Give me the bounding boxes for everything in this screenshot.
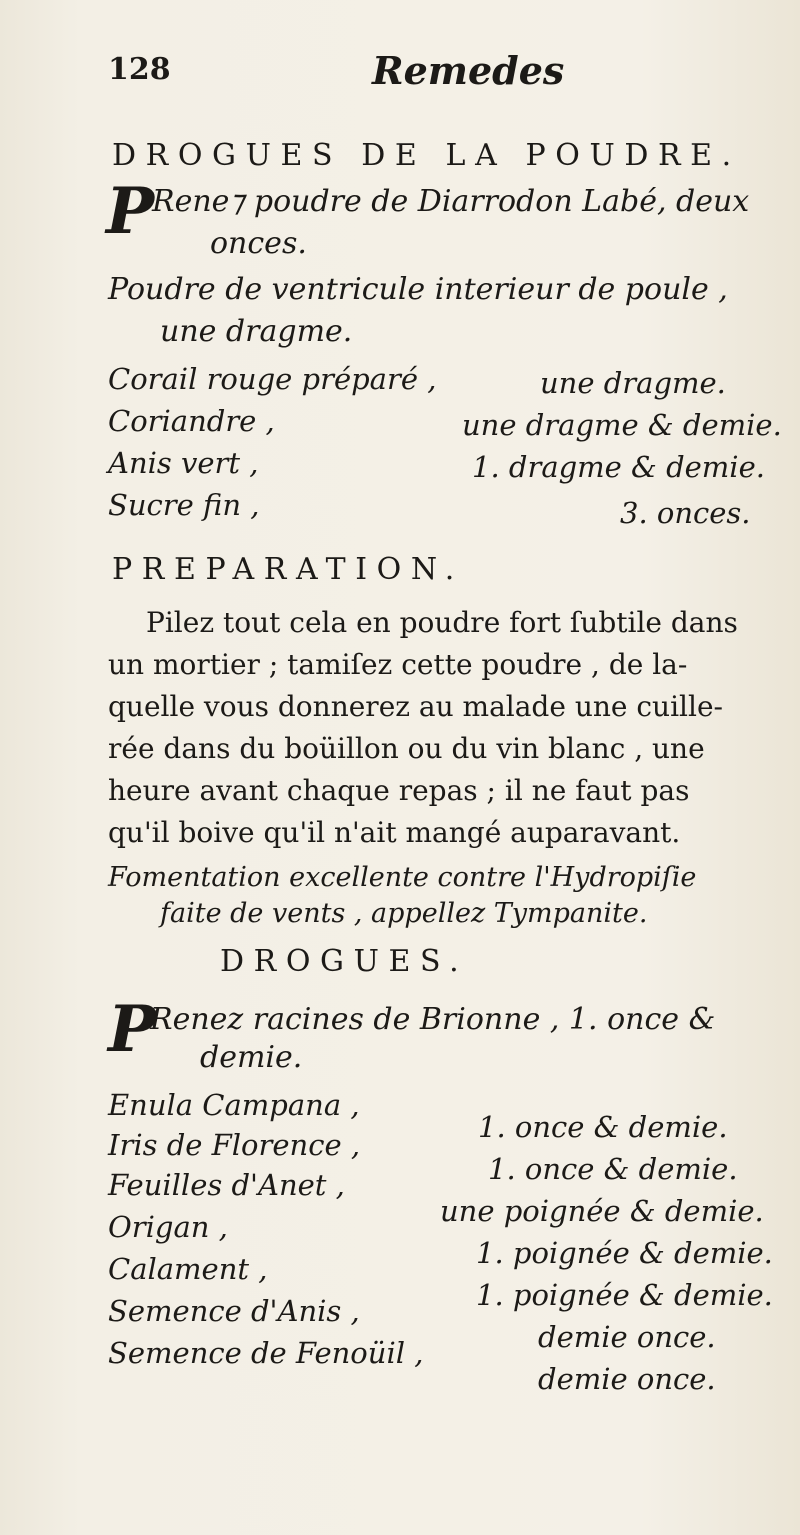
- page-number: 128: [108, 52, 171, 87]
- text-line: Pilez tout cela en poudre fort ſubtile dans: [146, 606, 738, 639]
- recipe-line: onces.: [210, 226, 307, 261]
- ingredient-name: Calament ,: [108, 1252, 268, 1286]
- drop-cap: P: [106, 174, 155, 249]
- running-title: Remedes: [372, 48, 565, 93]
- ingredient-name: Semence d'Anis ,: [108, 1294, 360, 1328]
- ingredient-amount: 3. onces.: [620, 496, 751, 530]
- recipe-line: Poudre de ventricule interieur de poule ,: [108, 272, 728, 307]
- text-line: rée dans du boüillon ou du vin blanc , une: [108, 732, 705, 765]
- ingredient-name: Corail rouge préparé ,: [108, 362, 437, 396]
- section-heading-drogues: DROGUES.: [220, 944, 469, 979]
- ingredient-name: Semence de Fenoüil ,: [108, 1336, 424, 1370]
- ingredient-amount: une dragme & demie.: [462, 408, 782, 442]
- ingredient-amount: 1. poignée & demie.: [476, 1278, 773, 1312]
- text-line: qu'il boive qu'il n'ait mangé auparavant.: [108, 816, 681, 849]
- fomentation-title-cont: faite de vents , appellez Tympanite.: [160, 898, 648, 929]
- ingredient-name: Sucre fin ,: [108, 488, 260, 522]
- recipe-line: une dragme.: [160, 314, 353, 349]
- ingredient-amount: une poignée & demie.: [440, 1194, 764, 1228]
- ingredient-amount: 1. dragme & demie.: [472, 450, 765, 484]
- ingredient-name: Iris de Florence ,: [108, 1128, 361, 1162]
- ingredient-amount: 1. poignée & demie.: [476, 1236, 773, 1270]
- drop-cap: P: [108, 992, 157, 1067]
- ingredient-amount: une dragme.: [540, 366, 726, 400]
- ingredient-amount: demie once.: [538, 1320, 716, 1354]
- ingredient-name: Origan ,: [108, 1210, 228, 1244]
- recipe-line: Rene⁊ poudre de Diarrodon Labé, deux: [152, 184, 750, 219]
- ingredient-name: Anis vert ,: [108, 446, 259, 480]
- text-line: heure avant chaque repas ; il ne faut pas: [108, 774, 690, 807]
- ingredient-name: Enula Campana ,: [108, 1088, 360, 1122]
- ingredient-amount: 1. once & demie.: [478, 1110, 728, 1144]
- text-line: un mortier ; tamiſez cette poudre , de la-: [108, 648, 688, 681]
- recipe-line: demie.: [200, 1040, 303, 1075]
- section-heading-poudre: DROGUES DE LA POUDRE.: [112, 138, 741, 173]
- fomentation-title: Fomentation excellente contre l'Hydropiſie: [108, 862, 697, 893]
- ingredient-amount: demie once.: [538, 1362, 716, 1396]
- ingredient-amount: 1. once & demie.: [488, 1152, 738, 1186]
- ingredient-name: Feuilles d'Anet ,: [108, 1168, 345, 1202]
- ingredient-name: Coriandre ,: [108, 404, 275, 438]
- section-heading-preparation: PREPARATION.: [112, 552, 464, 587]
- recipe-line: Renez racines de Brionne , 1. once &: [150, 1002, 716, 1037]
- text-line: quelle vous donnerez au malade une cuille-: [108, 690, 723, 723]
